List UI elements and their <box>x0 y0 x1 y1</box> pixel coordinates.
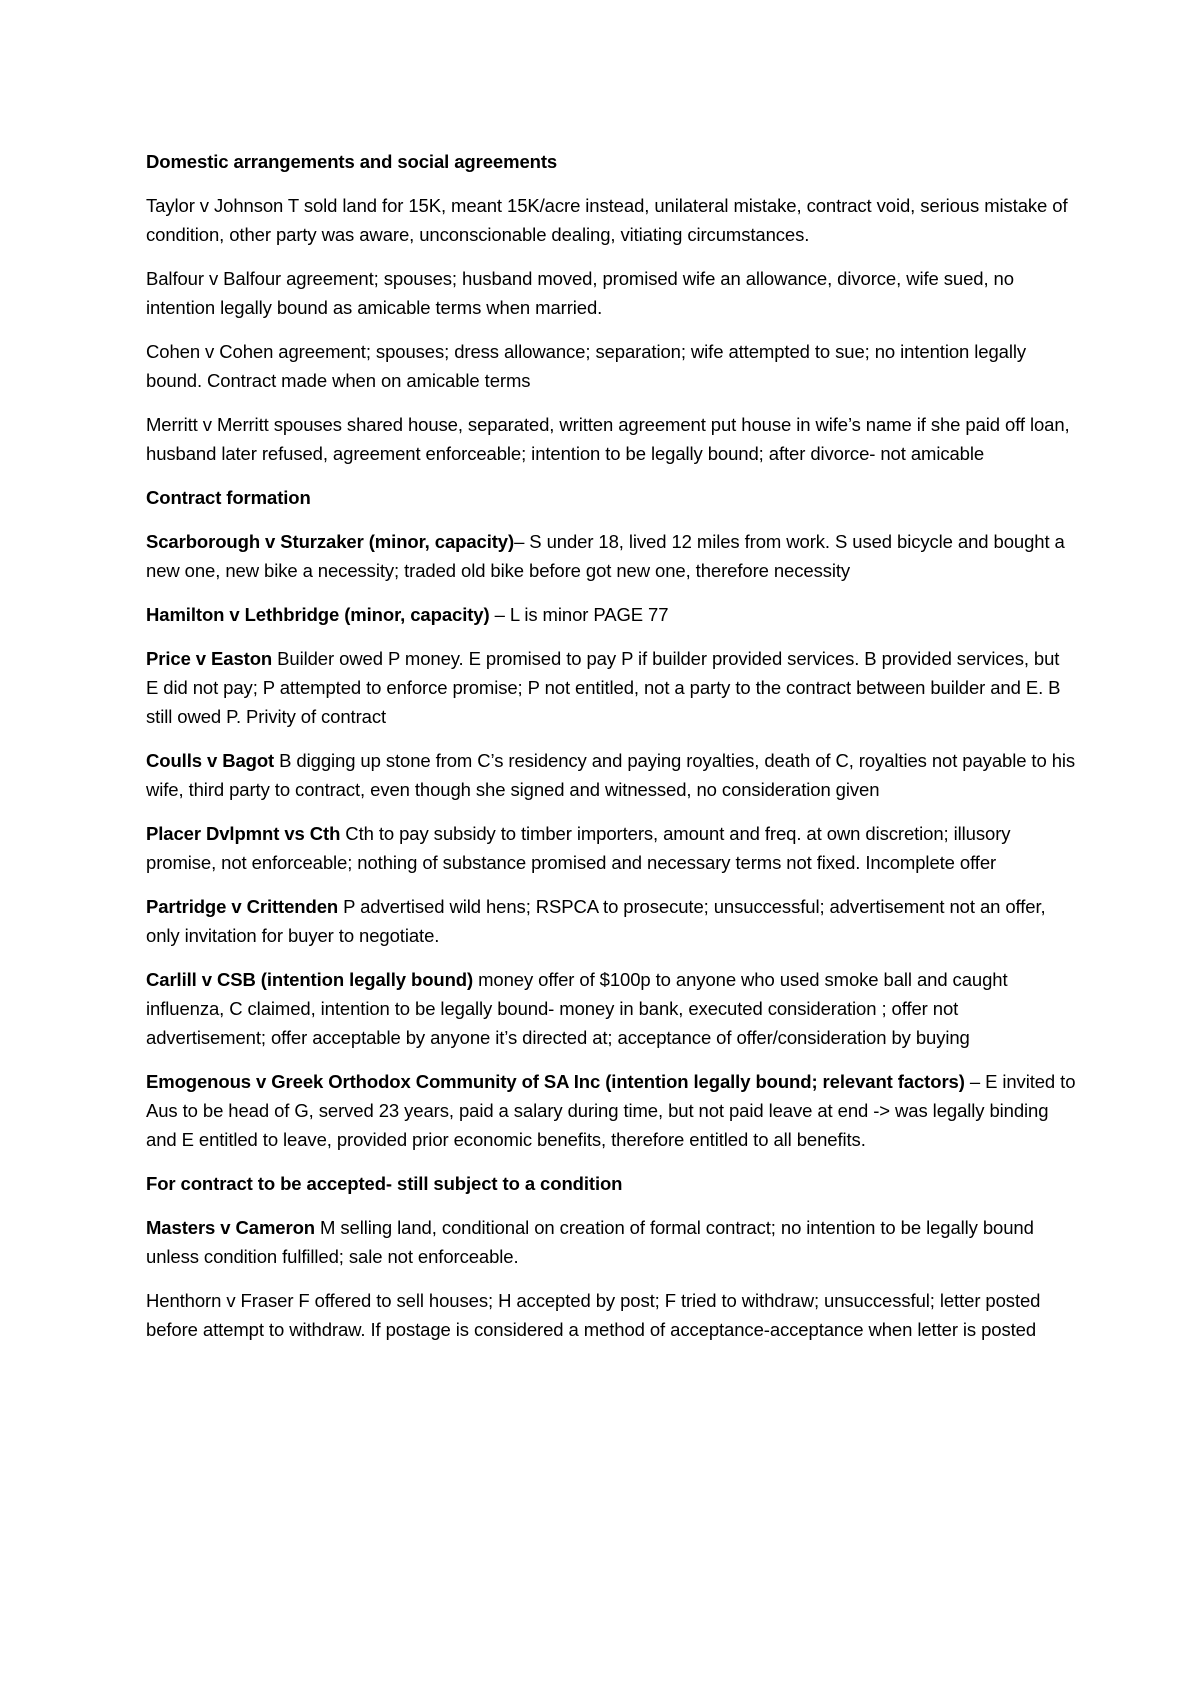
case-paragraph <box>146 600 1076 629</box>
case-text: – S under 18, lived 12 miles from work. S used bicycle and bought a new one, new bike a necessity; traded old bike before got new one, therefore necessity <box>146 531 1065 581</box>
case-text: Taylor v Johnson T sold land for 15K, meant 15K/acre instead, unilateral mistake, contract void, serious mistake of condition, other party was aware, unconscionable dealing, vitiating circumstances. <box>146 195 1068 245</box>
case-paragraph <box>146 892 1076 950</box>
case-name: Partridge v Crittenden <box>146 896 339 917</box>
case-name: Hamilton v Lethbridge (minor, capacity) <box>146 604 490 625</box>
case-text: Balfour v Balfour agreement; spouses; husband moved, promised wife an allowance, divorce, wife sued, no intention legally bound as amicable terms when married. <box>146 268 1014 318</box>
case-name: Emogenous v Greek Orthodox Community of SA Inc (intention legally bound; relevant factors) <box>146 1071 965 1092</box>
case-text: – E invited to Aus to be head of G, served 23 years, paid a salary during time, but not paid leave at end -> was legally binding and E entitled to leave, provided prior economic benefits, therefore entitled to all benefits. <box>146 1071 1076 1150</box>
section-heading: Contract formation <box>146 487 311 508</box>
case-text: P advertised wild hens; RSPCA to prosecute; unsuccessful; advertisement not an offer, only invitation for buyer to negotiate. <box>146 896 1046 946</box>
case-text: money offer of $100p to anyone who used smoke ball and caught influenza, C claimed, intention to be legally bound- money in bank, executed consideration ; offer not advertisement; offer acceptable by anyone it’s directed at; acceptance of offer/consideration by buying <box>146 969 1008 1048</box>
case-name: Placer Dvlpmnt vs Cth <box>146 823 341 844</box>
case-text: Henthorn v Fraser F offered to sell houses; H accepted by post; F tried to withdraw; unsuccessful; letter posted before attempt to withdraw. If postage is considered a method of acceptance-acceptance when letter is posted <box>146 1290 1041 1340</box>
case-paragraph <box>146 1286 1076 1344</box>
case-name: Carlill v CSB (intention legally bound) <box>146 969 474 990</box>
case-paragraph <box>146 965 1076 1052</box>
case-text: B digging up stone from C’s residency and paying royalties, death of C, royalties not payable to his wife, third party to contract, even though she signed and witnessed, no consideration given <box>146 750 1076 800</box>
section-heading: For contract to be accepted- still subject to a condition <box>146 1173 623 1194</box>
document-page <box>146 147 1076 1359</box>
case-paragraph <box>146 527 1076 585</box>
case-paragraph <box>146 264 1076 322</box>
case-text: Builder owed P money. E promised to pay P if builder provided services. B provided services, but E did not pay; P attempted to enforce promise; P not entitled, not a party to the contract between builder and E. B still owed P. Privity of contract <box>146 648 1061 727</box>
case-name: Masters v Cameron <box>146 1217 315 1238</box>
case-paragraph <box>146 746 1076 804</box>
case-paragraph <box>146 644 1076 731</box>
case-paragraph <box>146 410 1076 468</box>
case-paragraph <box>146 819 1076 877</box>
section-heading: Domestic arrangements and social agreements <box>146 151 558 172</box>
case-name: Coulls v Bagot <box>146 750 275 771</box>
case-paragraph <box>146 337 1076 395</box>
case-paragraph <box>146 1067 1076 1154</box>
case-name: Price v Easton <box>146 648 273 669</box>
case-paragraph <box>146 1213 1076 1271</box>
case-name: Scarborough v Sturzaker (minor, capacity) <box>146 531 515 552</box>
case-text: Cohen v Cohen agreement; spouses; dress allowance; separation; wife attempted to sue; no intention legally bound. Contract made when on amicable terms <box>146 341 1026 391</box>
case-text: M selling land, conditional on creation of formal contract; no intention to be legally bound unless condition fulfilled; sale not enforceable. <box>146 1217 1034 1267</box>
case-text: Merritt v Merritt spouses shared house, separated, written agreement put house in wife’s name if she paid off loan, husband later refused, agreement enforceable; intention to be legally bound; after divorce- not amicable <box>146 414 1070 464</box>
case-text: – L is minor PAGE 77 <box>489 604 669 625</box>
case-paragraph <box>146 191 1076 249</box>
case-text: Cth to pay subsidy to timber importers, amount and freq. at own discretion; illusory promise, not enforceable; nothing of substance promised and necessary terms not fixed. Incomplete offer <box>146 823 1011 873</box>
